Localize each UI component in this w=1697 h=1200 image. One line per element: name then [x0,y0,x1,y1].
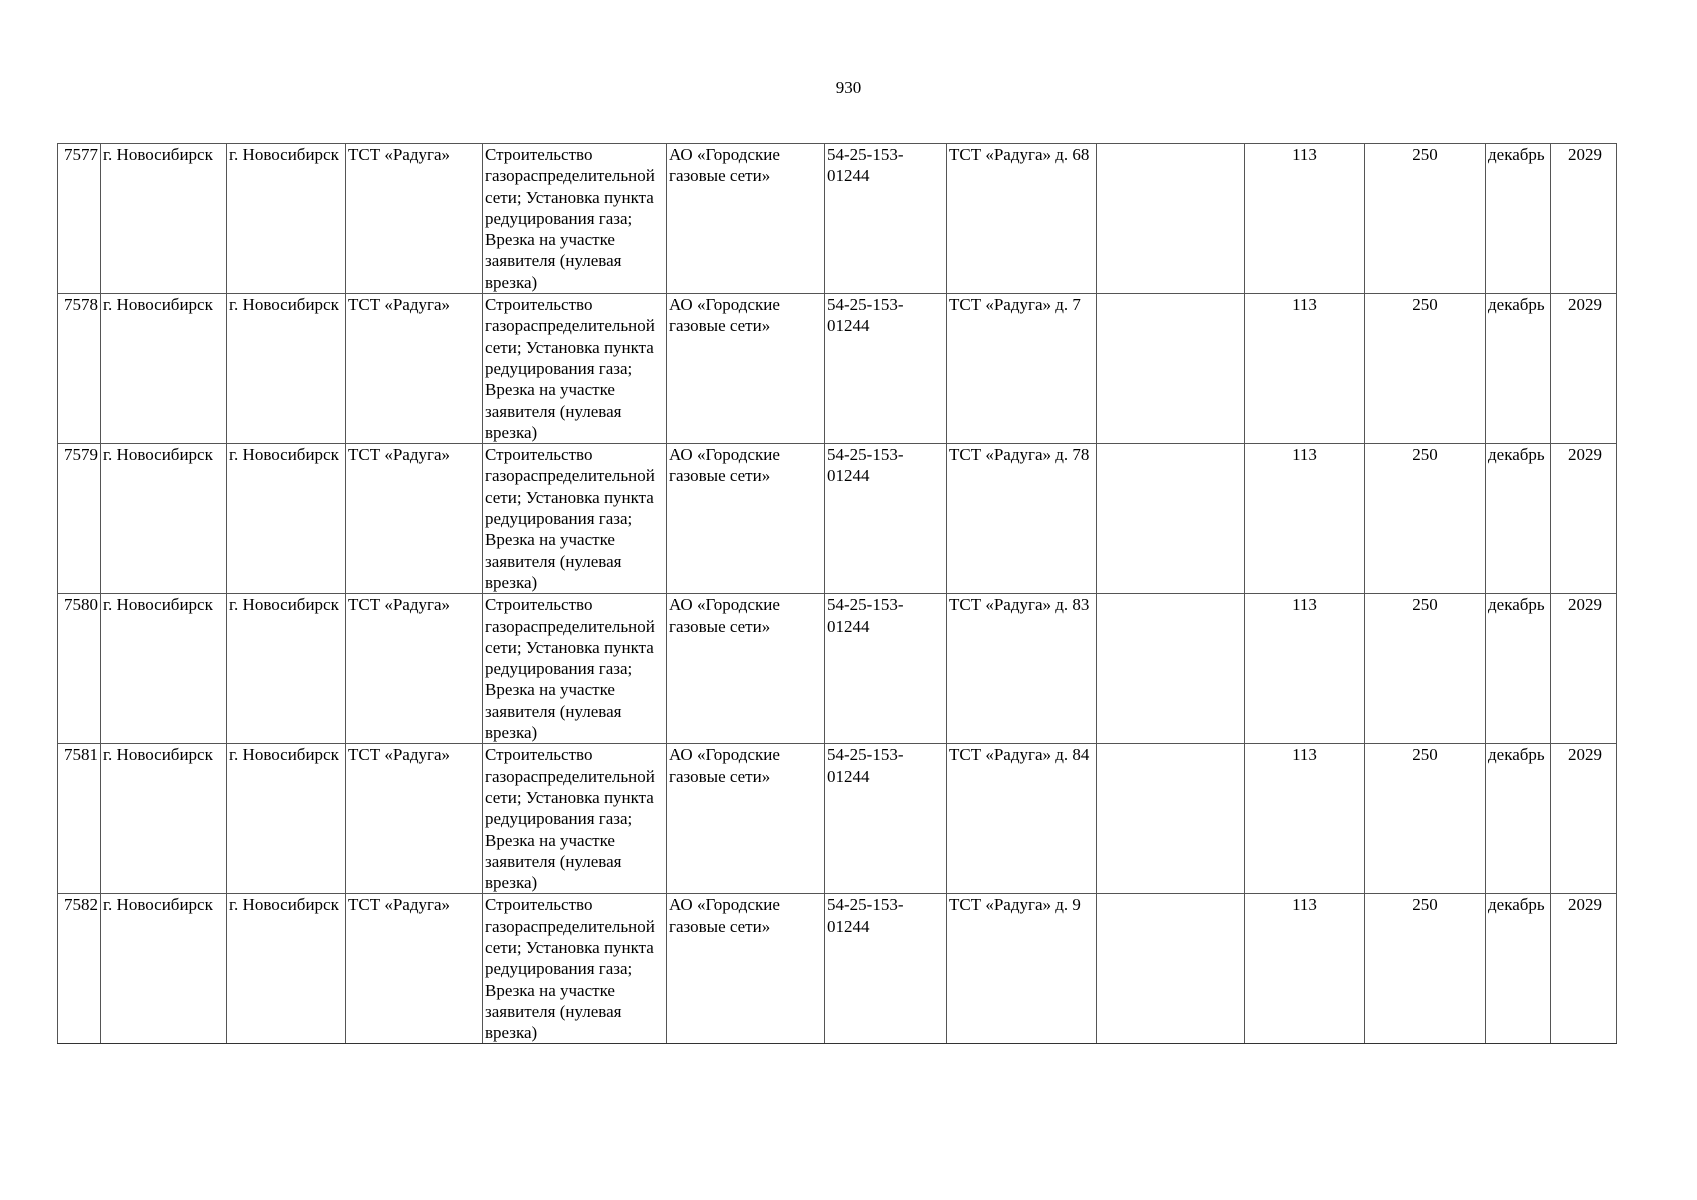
value2-cell: 250 [1365,444,1486,594]
works-cell: Строительство газораспределительной сети; Установка пункта редуцирования газа; Врезка на участке заявителя (нулевая врезка) [483,744,667,894]
registry-table [57,143,1617,1044]
works-cell: Строительство газораспределительной сети; Установка пункта редуцирования газа; Врезка на участке заявителя (нулевая врезка) [483,444,667,594]
row-id-cell: 7582 [58,894,101,1044]
settlement-cell: г. Новосибирск [227,894,346,1044]
year-cell: 2029 [1551,444,1617,594]
value1-cell: 113 [1245,444,1365,594]
address-cell: ТСТ «Радуга» д. 68 [947,144,1097,294]
extra-cell [1097,144,1245,294]
operator-cell: АО «Городские газовые сети» [667,144,825,294]
value1-cell: 113 [1245,144,1365,294]
value2-cell: 250 [1365,594,1486,744]
municipality-cell: г. Новосибирск [101,894,227,1044]
object-cell: ТСТ «Радуга» [346,444,483,594]
settlement-cell: г. Новосибирск [227,294,346,444]
municipality-cell: г. Новосибирск [101,144,227,294]
extra-cell [1097,294,1245,444]
cadastral-cell: 54-25-153-01244 [825,744,947,894]
cadastral-cell: 54-25-153-01244 [825,144,947,294]
row-id-cell: 7579 [58,444,101,594]
value1-cell: 113 [1245,594,1365,744]
settlement-cell: г. Новосибирск [227,144,346,294]
value1-cell: 113 [1245,894,1365,1044]
object-cell: ТСТ «Радуга» [346,594,483,744]
extra-cell [1097,594,1245,744]
row-id-cell: 7580 [58,594,101,744]
works-cell: Строительство газораспределительной сети; Установка пункта редуцирования газа; Врезка на участке заявителя (нулевая врезка) [483,294,667,444]
municipality-cell: г. Новосибирск [101,744,227,894]
object-cell: ТСТ «Радуга» [346,744,483,894]
table-row [58,744,1617,894]
year-cell: 2029 [1551,894,1617,1044]
object-cell: ТСТ «Радуга» [346,144,483,294]
works-cell: Строительство газораспределительной сети; Установка пункта редуцирования газа; Врезка на участке заявителя (нулевая врезка) [483,144,667,294]
municipality-cell: г. Новосибирск [101,594,227,744]
value2-cell: 250 [1365,894,1486,1044]
value2-cell: 250 [1365,294,1486,444]
value1-cell: 113 [1245,744,1365,894]
address-cell: ТСТ «Радуга» д. 9 [947,894,1097,1044]
month-cell: декабрь [1486,894,1551,1044]
year-cell: 2029 [1551,144,1617,294]
cadastral-cell: 54-25-153-01244 [825,294,947,444]
extra-cell [1097,444,1245,594]
table-row [58,594,1617,744]
object-cell: ТСТ «Радуга» [346,294,483,444]
year-cell: 2029 [1551,294,1617,444]
row-id-cell: 7578 [58,294,101,444]
month-cell: декабрь [1486,294,1551,444]
settlement-cell: г. Новосибирск [227,744,346,894]
address-cell: ТСТ «Радуга» д. 7 [947,294,1097,444]
municipality-cell: г. Новосибирск [101,294,227,444]
table-row [58,144,1617,294]
value1-cell: 113 [1245,294,1365,444]
object-cell: ТСТ «Радуга» [346,894,483,1044]
operator-cell: АО «Городские газовые сети» [667,594,825,744]
extra-cell [1097,894,1245,1044]
address-cell: ТСТ «Радуга» д. 84 [947,744,1097,894]
row-id-cell: 7581 [58,744,101,894]
table-body [58,144,1617,1044]
works-cell: Строительство газораспределительной сети; Установка пункта редуцирования газа; Врезка на участке заявителя (нулевая врезка) [483,594,667,744]
operator-cell: АО «Городские газовые сети» [667,744,825,894]
month-cell: декабрь [1486,144,1551,294]
cadastral-cell: 54-25-153-01244 [825,444,947,594]
works-cell: Строительство газораспределительной сети; Установка пункта редуцирования газа; Врезка на участке заявителя (нулевая врезка) [483,894,667,1044]
page-number: 930 [835,78,862,97]
address-cell: ТСТ «Радуга» д. 78 [947,444,1097,594]
month-cell: декабрь [1486,744,1551,894]
table-row [58,294,1617,444]
year-cell: 2029 [1551,744,1617,894]
table-row [58,444,1617,594]
operator-cell: АО «Городские газовые сети» [667,294,825,444]
municipality-cell: г. Новосибирск [101,444,227,594]
table-row [58,894,1617,1044]
address-cell: ТСТ «Радуга» д. 83 [947,594,1097,744]
cadastral-cell: 54-25-153-01244 [825,594,947,744]
operator-cell: АО «Городские газовые сети» [667,444,825,594]
month-cell: декабрь [1486,444,1551,594]
operator-cell: АО «Городские газовые сети» [667,894,825,1044]
month-cell: декабрь [1486,594,1551,744]
cadastral-cell: 54-25-153-01244 [825,894,947,1044]
extra-cell [1097,744,1245,894]
settlement-cell: г. Новосибирск [227,594,346,744]
value2-cell: 250 [1365,144,1486,294]
value2-cell: 250 [1365,744,1486,894]
settlement-cell: г. Новосибирск [227,444,346,594]
year-cell: 2029 [1551,594,1617,744]
row-id-cell: 7577 [58,144,101,294]
